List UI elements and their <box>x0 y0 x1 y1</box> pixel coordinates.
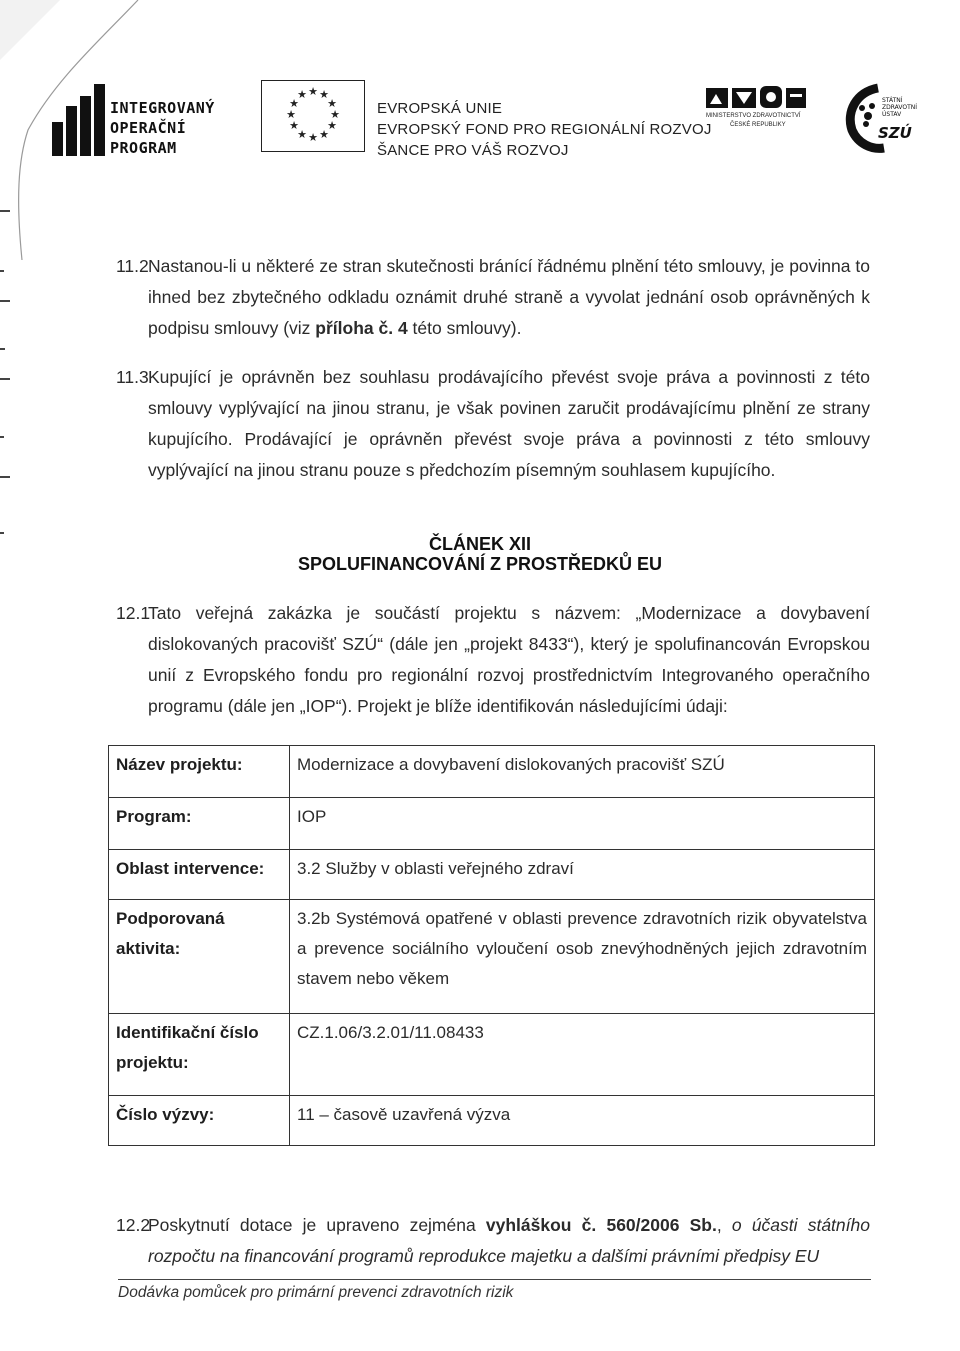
article-title: ČLÁNEK XII <box>428 534 531 554</box>
iop-bars-icon <box>52 84 106 156</box>
scan-margin-marks <box>0 200 14 560</box>
svg-text:★: ★ <box>297 128 307 141</box>
svg-text:ZDRAVOTNÍ: ZDRAVOTNÍ <box>882 104 918 111</box>
paragraph-12-2 <box>116 1210 870 1272</box>
paragraph-text: Kupující je oprávněn bez souhlasu prodávajícího převést svoje práva a povinnosti z této smlouvy vyplývající na jinou stranu, je však povinen zaručit prodávajícímu plnění ze strany kupujícího. Prodávající je oprávněn převést svoje práva a povinnosti z této smlouvy vyplývající na jinou stranu pouze s předchozím písemným souhlasem kupujícího. <box>148 367 870 480</box>
paragraph-number: 11.3 <box>116 367 149 387</box>
svg-text:★: ★ <box>308 131 318 144</box>
svg-text:SZÚ: SZÚ <box>878 124 912 142</box>
paragraph-number: 12.1 <box>116 603 151 623</box>
footer-divider <box>118 1279 871 1280</box>
table-label: Program: <box>109 798 290 850</box>
svg-text:★: ★ <box>297 88 307 101</box>
decree-reference: vyhláškou č. 560/2006 Sb. <box>485 1215 717 1235</box>
paragraph-text-end: této smlouvy). <box>407 318 522 338</box>
paragraph-separator: , <box>716 1215 732 1235</box>
svg-text:★: ★ <box>289 119 299 132</box>
table-row <box>109 900 875 1014</box>
footer-text: Dodávka pomůcek pro primární prevenci zdravotních rizik <box>118 1284 514 1301</box>
table-value: 3.2b Systémová opatřené v oblasti prevence zdravotních rizik obyvatelstva a prevence sociálního vyloučení osob znevýhodněných jejich zdravotním stavem nebo věkem <box>290 900 875 1014</box>
table-value: 11 – časově uzavřená výzva <box>290 1096 875 1146</box>
table-row <box>109 798 875 850</box>
svg-text:★: ★ <box>330 108 340 121</box>
svg-text:★: ★ <box>319 88 329 101</box>
table-row <box>109 1096 875 1146</box>
szu-logo-icon <box>838 78 918 158</box>
table-value: CZ.1.06/3.2.01/11.08433 <box>290 1014 875 1096</box>
paragraph-11-2 <box>116 251 870 344</box>
project-table <box>108 745 875 1146</box>
table-value: IOP <box>290 798 875 850</box>
ministry-caption: MINISTERSTVO ZDRAVOTNICTVÍ ČESKÉ REPUBLIKY <box>706 113 801 128</box>
svg-text:ÚSTAV: ÚSTAV <box>882 111 902 118</box>
svg-text:STÁTNÍ: STÁTNÍ <box>882 97 903 104</box>
table-value: 3.2 Služby v oblasti veřejného zdraví <box>290 850 875 900</box>
svg-text:★: ★ <box>289 97 299 110</box>
article-subtitle: SPOLUFINANCOVÁNÍ Z PROSTŘEDKŮ EU <box>297 554 663 574</box>
table-row <box>109 850 875 900</box>
paragraph-number: 11.2 <box>116 256 149 276</box>
iop-logo <box>52 84 252 156</box>
table-label: Název projektu: <box>109 746 290 798</box>
table-label: Identifikační číslo projektu: <box>109 1014 290 1096</box>
iop-logo-text: INTEGROVANÝ OPERAČNÍ PROGRAM <box>110 99 215 157</box>
eu-flag-icon <box>261 80 365 152</box>
table-label: Podporovaná aktivita: <box>109 900 290 1014</box>
table-row <box>109 1014 875 1096</box>
svg-text:★: ★ <box>308 85 318 98</box>
svg-text:★: ★ <box>286 108 296 121</box>
paragraph-text: Tato veřejná zakázka je součástí projektu s názvem: „Modernizace a dovybavení dislokovaných pracovišť SZÚ“ (dále jen „projekt 8433“), který je spolufinancován Evropskou unií z Evropského fondu pro regionální rozvoj prostřednictvím Integrovaného operačního programu (dále jen „IOP“). Projekt je blíže identifikován následujícími údaji: <box>148 603 870 716</box>
paragraph-text: Poskytnutí dotace je upraveno zejména <box>148 1215 486 1235</box>
table-label: Číslo výzvy: <box>109 1096 290 1146</box>
eu-logo-text: EVROPSKÁ UNIE EVROPSKÝ FOND PRO REGIONÁLNÍ ROZVOJ ŠANCE PRO VÁŠ ROZVOJ <box>377 100 712 159</box>
paragraph-11-3 <box>116 362 870 486</box>
attachment-reference: příloha č. 4 <box>315 318 408 338</box>
svg-text:★: ★ <box>327 119 337 132</box>
paragraph-text: Nastanou-li u některé ze stran skutečnosti bránící řádnému plnění této smlouvy, je povinna to ihned bez zbytečného odkladu oznámit druhé straně a vyvolat jednání osob oprávněných k podpisu smlouvy (viz <box>148 256 870 338</box>
svg-text:★: ★ <box>327 97 337 110</box>
table-row <box>109 746 875 798</box>
table-label: Oblast intervence: <box>109 850 290 900</box>
table-value: Modernizace a dovybavení dislokovaných pracovišť SZÚ <box>290 746 875 798</box>
svg-text:★: ★ <box>319 128 329 141</box>
paragraph-number: 12.2 <box>116 1215 151 1235</box>
decree-title: o účasti státního rozpočtu na financování programů reprodukce majetku a dalšími právními předpisy EU <box>148 1215 870 1266</box>
paragraph-12-1 <box>116 598 870 722</box>
